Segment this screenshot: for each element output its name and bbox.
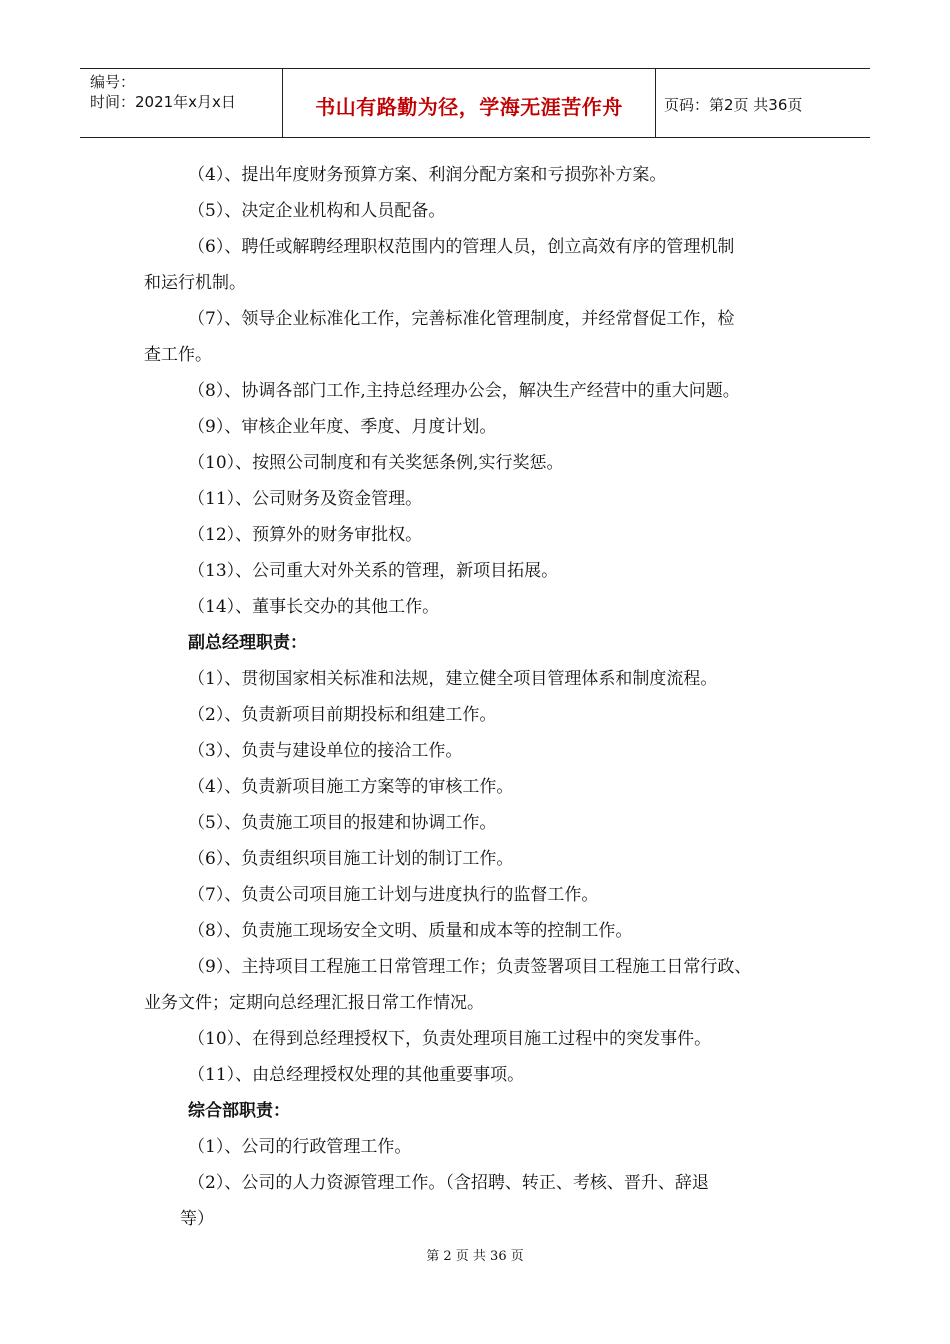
section-heading: 综合部职责： — [188, 1101, 290, 1121]
text-line: 业务文件；定期向总经理汇报日常工作情况。 — [144, 993, 484, 1013]
page-footer: 第 2 页 共 36 页 — [426, 1249, 524, 1264]
text-line: （7）、负责公司项目施工计划与进度执行的监督工作。 — [188, 885, 599, 905]
text-line: （1）、贯彻国家相关标准和法规，建立健全项目管理体系和制度流程。 — [188, 669, 718, 689]
document-time-label: 时间：2021年x月x日 — [90, 93, 236, 111]
text-line: （7）、领导企业标准化工作，完善标准化管理制度，并经常督促工作，检 — [188, 309, 735, 329]
text-line: （9）、主持项目工程施工日常管理工作；负责签署项目工程施工日常行政、 — [188, 957, 752, 977]
text-line: （1）、公司的行政管理工作。 — [188, 1137, 412, 1157]
header-motto: 书山有路勤为径，学海无涯苦作舟 — [315, 95, 623, 119]
text-line: （11）、公司财务及资金管理。 — [188, 489, 423, 509]
text-line: （11）、由总经理授权处理的其他重要事项。 — [188, 1065, 525, 1085]
text-line: （4）、负责新项目施工方案等的审核工作。 — [188, 777, 514, 797]
text-line: （14）、董事长交办的其他工作。 — [188, 597, 440, 617]
header-info-cell — [80, 69, 282, 137]
section-heading: 副总经理职责： — [188, 633, 307, 653]
text-line: （12）、预算外的财务审批权。 — [188, 525, 423, 545]
text-line: （13）、公司重大对外关系的管理，新项目拓展。 — [188, 561, 559, 581]
header-motto-cell — [282, 69, 656, 137]
text-line: （5）、负责施工项目的报建和协调工作。 — [188, 813, 497, 833]
text-line: 和运行机制。 — [144, 273, 246, 293]
document-number-label: 编号： — [90, 73, 136, 91]
text-line: （8）、负责施工现场安全文明、质量和成本等的控制工作。 — [188, 921, 633, 941]
header-page-label: 页码：第2页 共36页 — [664, 96, 803, 114]
text-line: （4）、提出年度财务预算方案、利润分配方案和亏损弥补方案。 — [188, 165, 667, 185]
text-line: （2）、公司的人力资源管理工作。（含招聘、转正、考核、晋升、辞退 — [188, 1173, 709, 1193]
text-line: 等） — [180, 1209, 214, 1229]
text-line: （5）、决定企业机构和人员配备。 — [188, 201, 446, 221]
text-line: （2）、负责新项目前期投标和组建工作。 — [188, 705, 497, 725]
text-line: （6）、聘任或解聘经理职权范围内的管理人员，创立高效有序的管理机制 — [188, 237, 735, 257]
text-line: （8）、协调各部门工作,主持总经理办公会，解决生产经营中的重大问题。 — [188, 381, 740, 401]
text-line: （10）、按照公司制度和有关奖惩条例,实行奖惩。 — [188, 453, 564, 473]
text-line: （6）、负责组织项目施工计划的制订工作。 — [188, 849, 514, 869]
text-line: （10）、在得到总经理授权下，负责处理项目施工过程中的突发事件。 — [188, 1029, 712, 1049]
text-line: （9）、审核企业年度、季度、月度计划。 — [188, 417, 497, 437]
text-line: 查工作。 — [144, 345, 212, 365]
text-line: （3）、负责与建设单位的接洽工作。 — [188, 741, 463, 761]
page-header — [80, 68, 870, 138]
header-page-cell — [656, 69, 870, 137]
